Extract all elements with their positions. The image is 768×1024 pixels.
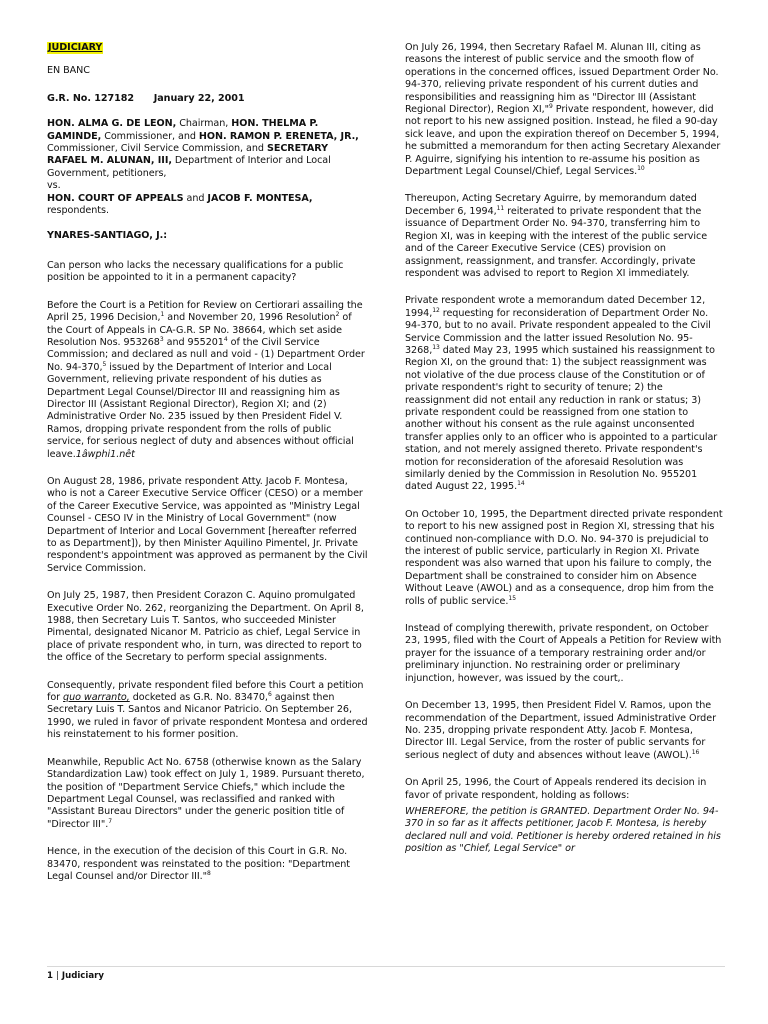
paragraph-8: Thereupon, Acting Secretary Aguirre, by memorandum dated December 6, 1994,11 reiterated to private respondent that the issuance of Department Order No. 94-370, transferring him to Region XI, was in keeping with the interest of the public service and of the Career Executive Service (CES) provision on assignment, reassignment, and transfer. Accordingly, private respondent was advised to report to Region XI immediately. [405,193,708,279]
right-column [405,42,725,871]
paragraph-6: Hence, in the execution of the decision of this Court in G.R. No. 83470, respondent was reinstated to the position: "Department Legal Counsel and/or Director III."$^8$ [47,846,350,882]
footer-label: Judiciary [61,971,104,981]
paragraph-4: Consequently, private respondent filed before this Court a petition for quo warranto, docketed as G.R. No. 83470,$^6$ against then Secretary Luis T. Santos and Nicanor Patricio. On September 26, 1990, we ruled in favor of private respondent Montesa and ordered his reinstatement to his former position. [47,679,368,741]
gr-number: G.R. No. 127182 [47,92,134,104]
paragraph-2: On August 28, 1986, private respondent Atty. Jacob F. Montesa, who is not a Career Executive Service Officer (CESO) or a member of the Career Executive Service, was appointed as "Ministry Legal Counsel - CESO IV in the Ministry of Local Government" (now Department of Interior and Local Government [hereafter referred to as Department]), by then Minister Aquilino Pimentel, Jr. Private respondent's appointment was approved as permanent by the Civil Service Commission. [47,475,368,574]
paragraph-12: On December 13, 1995, then President Fidel V. Ramos, upon the recommendation of the Department, issued Administrative Order No. 235, dropping private respondent Atty. Jacob F. Montesa, Director III. Legal Service, from the roster of public servants for serious neglect of duty and absences without leave (AWOL).$^{16}$ [405,700,716,761]
quo-warranto-term: quo warranto, [63,692,130,704]
case-parties: HON. ALMA G. DE LEON, Chairman, HON. THELMA P. GAMINDE, Commissioner, and HON. RAMON P. ERENETA, JR., Commissioner, Civil Service Commission, and SECRETARY RAFAEL M. ALUNAN, III, Department of Interior and Local Government, petitioners, vs. HON. COURT OF APPEALS and JACOB F. MONTESA, respondents. [47,118,359,217]
paragraph-9: Private respondent wrote a memorandum dated December 12, 1994,12 requesting for reconsideration of Department Order No. 94-370, but to no avail. Private respondent appealed to the Civil Service Commission and the latter issued Resolution No. 95-3268,13 dated May 23, 1995 which sustained his reassignment to Region XI, on the ground that: 1) the subject reassignment was not violative of the due process clause of the Constitution or of private respondent's right to security of tenure; 2) the reassignment did not entail any reduction in rank or status; 3) private respondent could be reassigned from one station to another without his consent as the rule against unconsented transfer applies only to an officer who is appointed to a particular station, and not merely assigned thereto. Private respondent's motion for reconsideration of the aforesaid Resolution was similarly denied by the Commission in Resolution No. 955201 dated August 22, 1995.14 [405,295,718,493]
case-number-line [47,93,369,105]
paragraph-7: On July 26, 1994, then Secretary Rafael M. Alunan III, citing as reasons the interest of public service and the smooth flow of operations in the concerned offices, issued Department Order No. 94-370, relieving private respondent of his current duties and responsibilities and reassigning him as "Director III (Assistant Regional Director), Region XI,"$^9$ Private respondent, however, did not report to his new assigned position. Instead, he filed a 90-day sick leave, and upon the expiration thereof on December 5, 1994, he submitted a memorandum for then acting Secretary Alexander P. Aguirre, signifying his intention to re-assume his position as Department Legal Counsel/Chief, Legal Services.$^{10}$ [405,42,721,178]
block-quote: WHEREFORE, the petition is GRANTED. Department Order No. 94-370 in so far as it affects petitioner, Jacob F. Montesa, is hereby declared null and void. Petitioner is hereby ordered retained in his position as "Chief, Legal Service" or [405,805,721,855]
paragraph-question: Can person who lacks the necessary qualifications for a public position be appointed to it in a permanent capacity? [47,259,344,284]
ponente: YNARES-SANTIAGO, J.: [47,230,167,242]
paragraph-13: On April 25, 1996, the Court of Appeals rendered its decision in favor of private respondent, holding as follows: [405,777,707,801]
paragraph-3: On July 25, 1987, then President Corazon C. Aquino promulgated Executive Order No. 262, reorganizing the Department. On April 8, 1988, then Secretary Luis T. Santos, who succeeded Minister Pimental, designated Nicanor M. Patricio as chief, Legal Service in place of private respondent who, in turn, was directed to report to the office of the Secretary to perform special assignments. [47,590,364,664]
page-number: 1 [47,971,53,981]
left-column [47,42,369,898]
paragraph-1: Before the Court is a Petition for Review on Certiorari assailing the April 25, 1996 Decision,$^1$ and November 20, 1996 Resolution$^2$ of the Court of Appeals in CA-G.R. SP No. 38664, which set aside Resolution Nos. 953268$^3$ and 955201$^4$ of the Civil Service Commission; and declared as null and void - (1) Department Order No. 94-370,$^5$ issued by the Department of Interior and Local Government, relieving private respondent of his duties as Department Legal Counsel/Director III and reassigning him as Director III (Assistant Regional Director), Region XI; and (2) Administrative Order No. 235 issued by then President Fidel V. Ramos, dropping private respondent from the rolls of public service, for serious neglect of duty and absences without official leave.1âwphi1.nêt [47,299,365,460]
decision-date: January 22, 2001 [153,92,245,104]
court-division: EN BANC [47,65,90,77]
paragraph-10: On October 10, 1995, the Department directed private respondent to report to his new assigned post in Region XI, stressing that his continued non-compliance with D.O. No. 94-370 is prejudicial to the interest of public service, particularly in Region XI. Private respondent was also warned that upon his failure to comply, the Department shall be constrained to consider him on Absence Without Leave (AWOL) and as a consequence, drop him from the rolls of public service.$^{15}$ [405,508,723,607]
paragraph-5: Meanwhile, Republic Act No. 6758 (otherwise known as the Salary Standardization Law) took effect on July 1, 1989. Pursuant thereto, the position of "Department Service Chiefs," which include the Department Legal Counsel, was reclassified and ranked with "Assistant Bureau Directors" under the generic position title of "Director III".$^7$ [47,756,365,830]
footer-divider [47,966,725,967]
page-footer [47,971,104,981]
footer-separator: | [55,971,59,981]
page-heading: JUDICIARY [48,42,103,53]
watermark-text: 1âwphi1.nêt [75,448,135,460]
paragraph-11: Instead of complying therewith, private respondent, on October 23, 1995, filed with the Court of Appeals a Petition for Review with prayer for the issuance of a temporary restraining order and/or preliminary injunction. No restraining order or preliminary injunction, however, was issued by the court,. [405,623,722,684]
